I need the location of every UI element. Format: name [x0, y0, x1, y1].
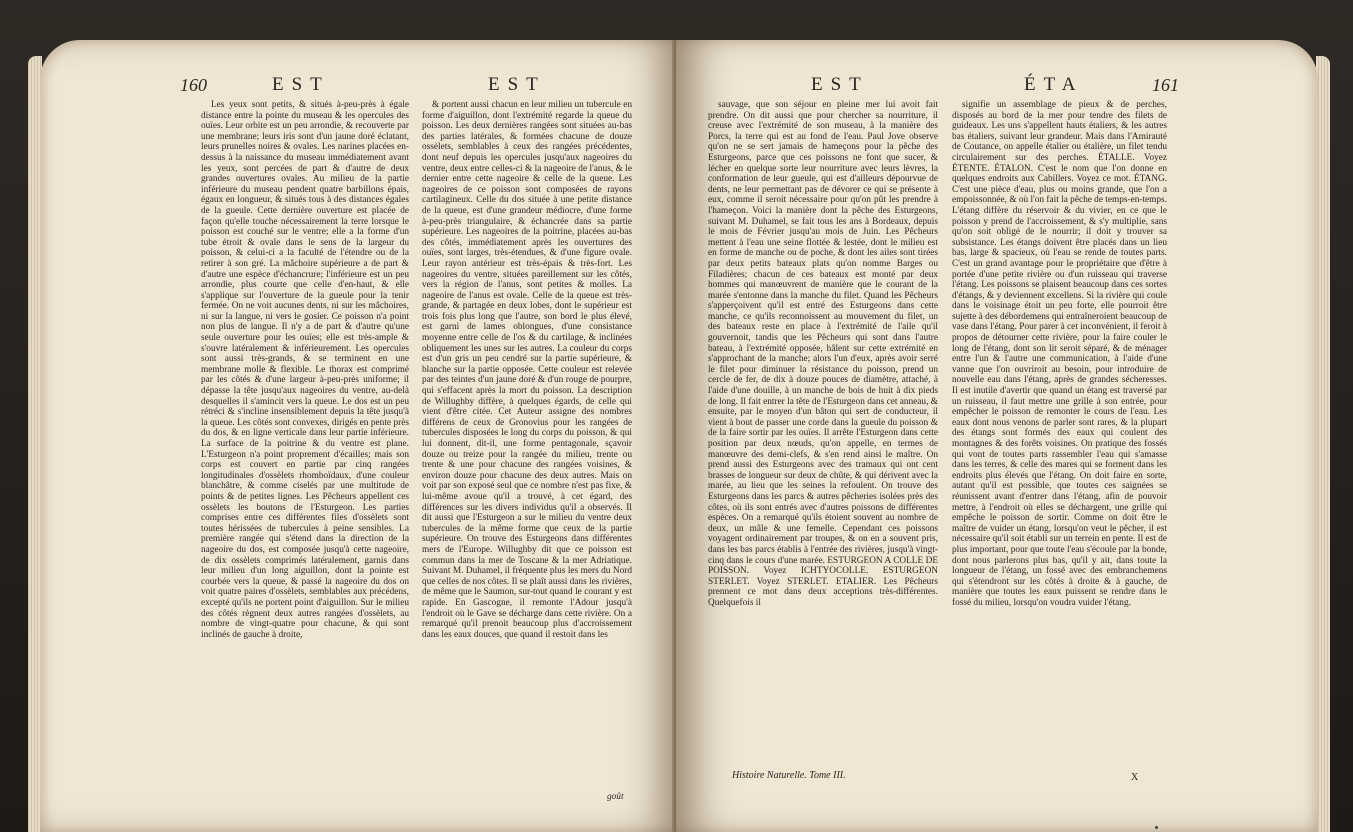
right-running-head-2: ÉTA: [1024, 74, 1084, 95]
left-column-2: [422, 100, 632, 640]
left-column-1-text: Les yeux sont petits, & situés à-peu-près à égale distance entre la pointe du museau & les opercules des ouïes. Leur orbite est un peu arrondie, & recouverte par une membrane; leurs iris sont d'un jaune doré éclatant, leurs prunelles noires & ovales. Les narines placées en-dessus à la naissance du museau immédiatement avant les yeux, sont percées de part & d'autre de deux grandes ouvertures ovales. Au milieu de la partie inférieure du museau pendent quatre barbillons épais, égaux en longueur, & situés tous à des distances égales de la gueule. Cette dernière ouverture est placée de façon qu'elle touche nécessairement la terre lorsque le poisson est couché sur le ventre; elle a la forme d'un tube étroit & ovale dans le sens de la largeur du poisson, & celui-ci a la faculté de l'étendre ou de la retirer à son gré. La mâchoire supérieure a de part & d'autre une espèce d'échancrure; l'inférieure est un peu arrondie, plus courte que celle d'en-haut, & elle s'applique sur l'ouverture de la gueule pour la tenir fermée. On ne voit aucunes dents, ni sur les mâchoires, ni sur la langue, ni vers le gosier. Ce poisson n'a point non plus de langue. Il n'y a de part & d'autre qu'une seule ouverture pour les ouïes; elle est très-ample & s'ouvre latéralement & inférieurement. Les opercules sont aussi très-grands, & se terminent en une membrane molle & flexible. Le thorax est comprimé par les côtés & d'une largeur à-peu-près uniforme; il dépasse la tête jusqu'aux nageoires du ventre, au-delà desquelles il s'amincit vers la queue. Le dos est un peu rétréci & s'incline insensiblement depuis la tête jusqu'à la queue. Les côtés sont convexes, dirigés en pente près du dos, & en ligne verticale dans leur partie inférieure. La surface de la poitrine & du ventre est plane. L'Esturgeon n'a point proprement d'écailles; mais son corps est couvert en partie par cinq rangées longitudinales d'ossèlets rhomboïdaux, d'une couleur blanchâtre, & comme ciselés par une multitude de points & de petites lignes. Les Pêcheurs appellent ces ossèlets les boutons de l'Esturgeon. Les parties comprises entre ces différentes files d'ossèlets sont toutes hérissées de tubercules à peine sensibles. La première rangée qui s'étend dans la direction de la nageoire du dos, est composée jusqu'à cette nageoire, de dix ossèlets comprimés latéralement, garnis dans leur milieu d'un long aiguillon, dont la pointe est courbée vers la queue, & passé la nageoire du dos on voit quatre paires d'ossèlets, semblables aux précédens, excepté qu'ils ne portent point d'aiguillon. Sur le milieu des côtés règnent deux autres rangées d'ossèlets, au nombre de vingt-quatre pour chacune, & qui sont inclinés de gauche à droite,: [201, 100, 409, 640]
right-page-edges: [1316, 56, 1330, 832]
left-column-2-text: & portent aussi chacun en leur milieu un tubercule en forme d'aiguillon, dont l'extrémité regarde la queue du poisson. Les deux dernières rangées sont situées au-bas des parties latérales, & formées chacune de douze ossèlets, semblables à ceux des rangées précédentes, dont neuf depuis les opercules jusqu'aux nageoires du ventre, deux entre celles-ci & la nageoire de l'anus, & le dernier entre cette nageoire & celle de la queue. Les nageoires de ce poisson sont composées de rayons cartilagineux. Celle du dos située à une petite distance de la queue, est d'une grandeur médiocre, d'une forme à-peu-près triangulaire, & échancrée dans sa partie supérieure. Les nageoires de la poitrine, placées au-bas des côtés, immédiatement après les ouvertures des ouïes, sont larges, très-étendues, & d'une figure ovale. Leur rayon antérieur est très-épais & très-fort. Les nageoires du ventre, situées pareillement sur les côtés, vers la région de l'anus, sont petites & molles. La nageoire de l'anus est ovale. Celle de la queue est très-grande, & partagée en deux lobes, dont le supérieur est trois fois plus long que l'autre, son bord le plus élevé, est garni de lames oblongues, d'une consistance moyenne entre celle de l'os & du cartilage, & inclinées obliquement les unes sur les autres. La couleur du corps est d'un gris un peu cendré sur la partie supérieure, & blanche sur la partie opposée. Cette couleur est relevée par des teintes d'un jaune doré & d'un rouge de pourpre, qui s'effacent après la mort du poisson. La description de Willughby diffère, à quelques égards, de celle qui vient d'être citée. Cet Auteur assigne des nombres différens de ceux de Gronovius pour les rangées de tubercules disposées le long du corps du poisson, & qui lui donnent, dit-il, une forme pentagonale, sçavoir douze ou treize pour la rangée du milieu, trente ou trente & une pour chacune des rangées voisines, & environ douze pour chacune des deux autres. Mais on voit par son exposé seul que ce nombre n'est pas fixe, & lui-même avoue qu'il a trouvé, à cet égard, des différences sur les divers individus qu'il a observés. Il dit aussi que l'Esturgeon a sur le milieu du ventre deux tubercules de la même forme que ceux de la partie supérieure. On trouve des Esturgeons dans différentes mers de l'Europe. Willughby dit que ce poisson est commun dans la mer de Toscane & la mer Adriatique. Suivant M. Duhamel, il fréquente plus les mers du Nord que celles de nos côtes. Il se plaît aussi dans les rivières, de même que le Saumon, sur-tout quand le courant y est rapide. En Gascogne, il remonte l'Adour jusqu'à l'endroit où le Gave se décharge dans cette rivière. On a remarqué qu'il prenoit beaucoup plus d'accroissement dans les eaux douces, que quand il restoit dans les: [422, 100, 632, 640]
right-page: [676, 40, 1318, 832]
right-running-head-1: EST: [811, 74, 869, 95]
left-folio: 160: [180, 75, 207, 95]
right-folio: 161: [1152, 75, 1179, 95]
right-column-2: [952, 100, 1167, 609]
signature-mark: X: [1131, 772, 1139, 783]
left-page: [40, 40, 680, 832]
catchword: goût: [607, 792, 624, 802]
page-dot: [1155, 826, 1158, 829]
footer-title: Histoire Naturelle. Tome III.: [732, 770, 846, 781]
right-column-1: [708, 100, 938, 609]
right-column-2-text: signifie un assemblage de pieux & de perches, disposés au bord de la mer pour tendre des filets de guideaux. Les uns s'appellent hauts étaliers, & les autres bas étaliers, suivant leur grandeur. Mais dans l'Amirauté de Coutance, on appelle étalier ou étalière, un filet tendu circulairement sur des perches. ÉTALLE. Voyez ÉTENTE. ÉTALON. C'est le nom que l'on donne en quelques endroits aux Cabillers. Voyez ce mot. ÉTANG. C'est une pièce d'eau, plus ou moins grande, que l'on a empoissonnée, & où l'on fait la pêche de temps-en-temps. L'étang diffère du réservoir & du vivier, en ce que le poisson y prend de l'accroissement, & s'y multiplie, sans qu'on soit obligé de le nourrir; il doit y trouver sa subsistance. Les étangs doivent être placés dans un lieu bas, large & spacieux, où l'eau se rende de toutes parts. C'est un grand avantage pour le propriétaire que d'être à portée d'une petite rivière ou d'un ruisseau qui traverse l'étang. Les poissons se plaisent beaucoup dans ces sortes d'étangs, & y deviennent excellens. Si la rivière qui coule dans le voisinage étoit un peu forte, elle pourroit être sujette à des débordemens qui entraîneroient beaucoup de vase dans l'étang. Pour parer à cet inconvénient, il feroit à propos de détourner cette rivière, pour la faire couler le long de l'étang, dont son lit seroit séparé, & de ménager entre l'un & l'autre une communication, à l'aide d'une vanne que l'on ouvriroit au besoin, pour introduire de nouvelle eau dans l'étang, après de grandes sécheresses. Il est inutile d'avertir que quand un étang est traversé par un ruisseau, il faut mettre une grille à son entrée, pour empêcher le poisson de remonter le cours de l'eau. Les eaux dont nous venons de parler sont rares, & la plupart des étangs sont formés des eaux qui coulent des montagnes & des forêts voisines. On pratique des fossés qui vont de toutes parts rassembler l'eau qui s'amasse dans les terres, & celle des mares qui se forment dans les endroits plus élevés que l'étang. On doit faire en sorte, autant qu'il est possible, que toutes ces saignées se réunissent avant d'entrer dans l'étang, afin de pouvoir mettre, à l'endroit où elles se déchargent, une grille qui empêche le poisson de sortir. Comme on doit être le maître de vuider un étang, lorsqu'on veut le pêcher, il est nécessaire qu'il soit établi sur un terrein en pente. Il est de plus important, pour que toute l'eau s'écoule par la bonde, dont nous parlerons plus bas, qu'il y ait, dans toute la longueur de l'étang, un fossé avec des embranchemens qui s'étendront sur les côtés à droite & à gauche, de manière que toutes les eaux puissent se rendre dans le fossé du milieu, lorsqu'on voudra vuider l'étang.: [952, 100, 1167, 608]
left-column-1: [201, 100, 409, 640]
left-running-head-1: EST: [272, 74, 330, 95]
right-column-1-text: sauvage, que son séjour en pleine mer lui avoit fait prendre. On dit aussi que pour chercher sa nourriture, il creuse avec l'extrémité de son museau, à la manière des Porcs, la terre qui est au fond de l'eau. Paul Jove observe qu'on ne se sert jamais de hameçons pour la pêche des Esturgeons, parce que ces poissons ne font que sucer, & lécher en quelque sorte leur nourriture avec leurs lèvres, la conformation de leur gueule, qui est d'ailleurs dépourvue de dents, ne leur permettant pas de dévorer ce qui se présente à eux, comme il seroit nécessaire pour qu'on pût les prendre à l'hameçon. Voici la manière dont la pêche des Esturgeons, suivant M. Duhamel, se fait tous les ans à Bordeaux, depuis le mois de Février jusqu'au mois de Juin. Les Pêcheurs mettent à l'eau une seine flottée & lestée, dont le milieu est en forme de manche ou de poche, & dont les ailes sont tirées par deux petits bateaux plats qu'on nomme Barges ou Filadières; chacun de ces bateaux est monté par deux hommes qui manœuvrent de manière que le courant de la marée s'entonne dans la manche du filet. Quand les Pêcheurs s'apperçoivent qu'il est entré des Esturgeons dans cette manche, ce qu'ils reconnoissent au mouvement du filet, un des bateaux reste en place à l'extrémité de l'aile qu'il gouvernoit, tandis que les Pêcheurs qui sont dans l'autre bateau, à l'extrémité opposée, hâlent sur cette extrémité en s'approchant de la manche; alors l'un d'eux, après avoir serré le filet pour diminuer la résistance du poisson, prend un cercle de fer, de dix à douze pouces de diamètre, attaché, à l'aide d'une douille, à un manche de bois de huit à dix pieds de long. Il fait entrer la tête de l'Esturgeon dans cet anneau, & ensuite, par le moyen d'un bâton qui sert de conducteur, il vient à bout de passer une corde dans la gueule du poisson & de la faire sortir par les ouïes. Il arrête l'Esturgeon dans cette position par deux nœuds, qu'on appelle, en termes de manœuvre des demi-clefs, & s'en rend ainsi le maître. On prend aussi des Esturgeons avec des tramaux qui ont cent brasses de longueur sur deux de chûte, & qui dérivent avec la marée, au lieu que les seines la refoulent. On trouve des Esturgeons dans les parcs & autres pêcheries isolées près des côtes, où ils sont entrés avec d'autres poissons de différentes espèces. On a remarqué qu'ils étoient souvent au nombre de deux, un mâle & une femelle. Cependant ces poissons voyagent ordinairement par troupes, & on en a souvent pris, dans les bas parcs établis à l'entrée des rivières, jusqu'à vingt-cinq dans le cours d'une marée. ESTURGEON A COLLE DE POISSON. Voyez ICHTYOCOLLE. ESTURGEON STERLET. Voyez STERLET. ETALIER. Les Pêcheurs prennent ce mot dans deux acceptions très-différentes. Quelquefois il: [708, 100, 938, 608]
left-running-head-2: EST: [488, 74, 546, 95]
